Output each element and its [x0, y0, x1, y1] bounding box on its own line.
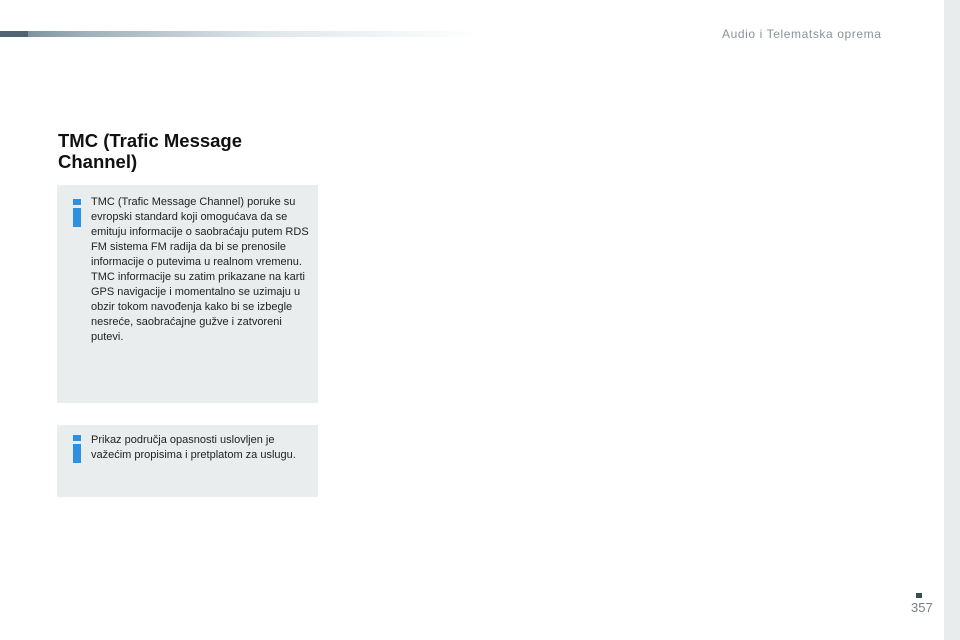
info-icon — [72, 435, 82, 463]
page-number: 357 — [911, 600, 933, 615]
note-text — [91, 195, 313, 345]
page-marker — [916, 593, 922, 598]
note-paragraph: TMC informacije su zatim prikazane na karti GPS navigacije i momentalno se uzimaju u obzir tokom navođenja kako bi se izbegle nesreće, saobraćajne gužve i zatvoreni putevi. — [91, 271, 305, 343]
section-title — [58, 130, 318, 172]
note-paragraph: Prikaz područja opasnosti uslovljen je važećim propisima i pretplatom za uslugu. — [91, 434, 296, 461]
note-paragraph: TMC (Trafic Message Channel) poruke su evropski standard koji omogućava da se emituju informacije o saobraćaju putem RDS FM sistema FM radija da bi se prenosile informacije o putevima u realnom vremenu. — [91, 196, 309, 268]
note-text — [91, 433, 313, 463]
info-icon — [72, 199, 82, 227]
chapter-title: Audio i Telematska oprema — [722, 27, 882, 41]
info-note-danger-zones — [57, 425, 318, 497]
info-note-tmc — [57, 185, 318, 403]
header-decoration-bar — [0, 31, 480, 37]
page-edge-strip — [944, 0, 960, 640]
section-title-line-1: TMC (Trafic Message — [58, 130, 243, 151]
section-title-line-2: Channel) — [58, 151, 138, 172]
